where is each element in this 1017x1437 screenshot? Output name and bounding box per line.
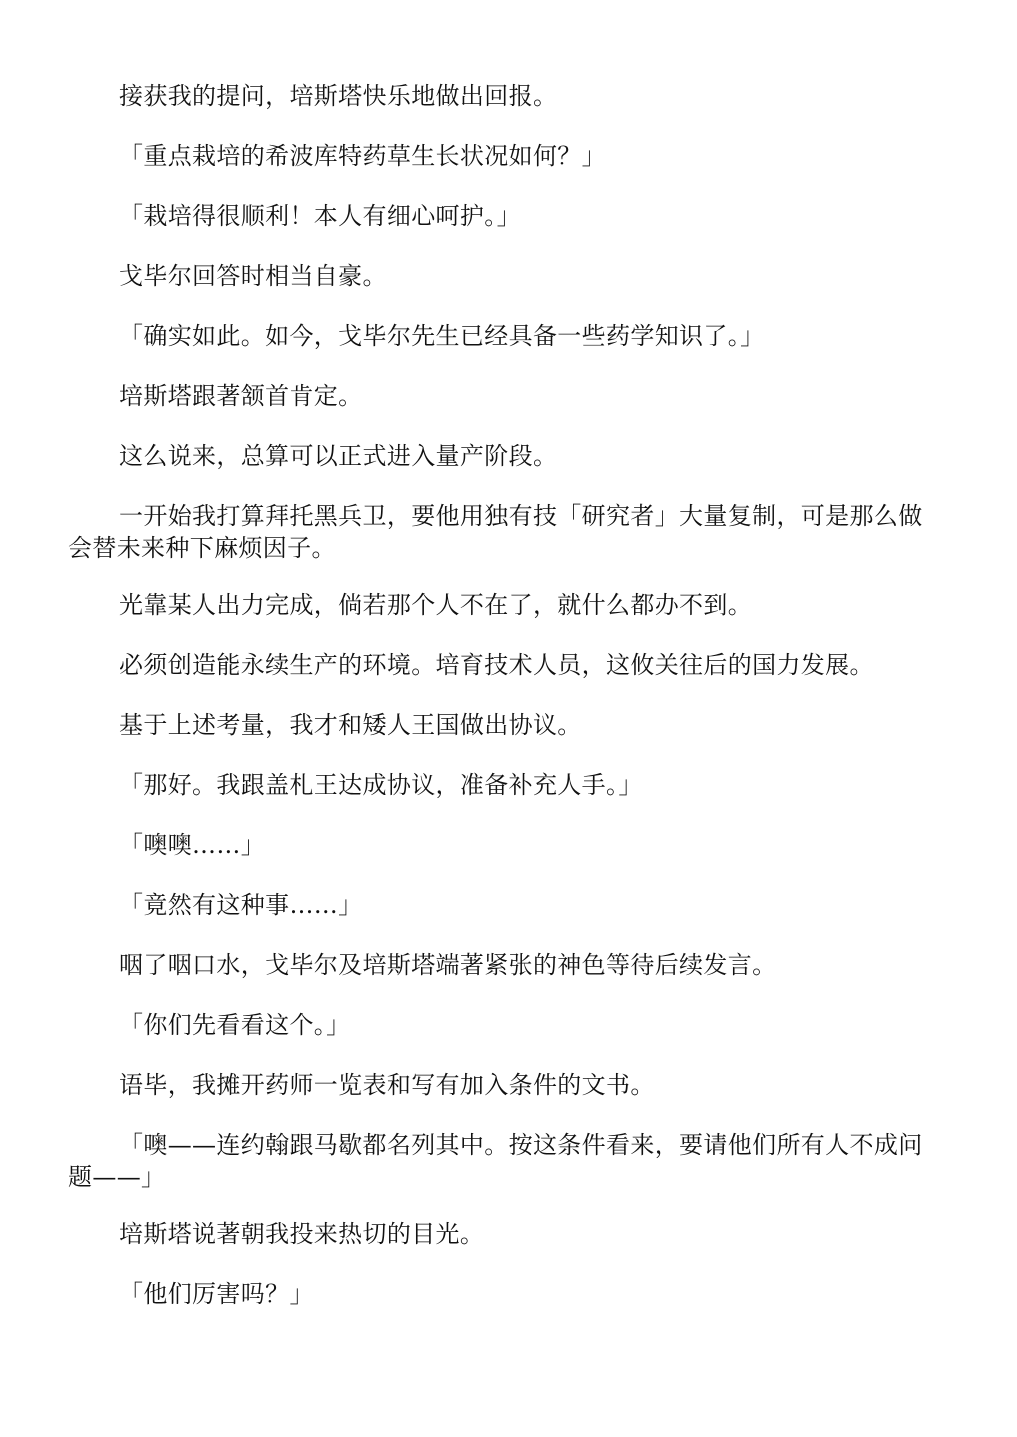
paragraph: 「确实如此。如今，戈毕尔先生已经具备一些药学知识了。」 [119, 322, 765, 350]
paragraph: 「他们厉害吗？」 [119, 1280, 314, 1308]
paragraph: 必须创造能永续生产的环境。培育技术人员，这攸关往后的国力发展。 [119, 651, 874, 679]
paragraph: 「重点栽培的希波库特药草生长状况如何？」 [119, 142, 606, 170]
paragraph: 咽了咽口水，戈毕尔及培斯塔端著紧张的神色等待后续发言。 [119, 951, 777, 979]
paragraph: 培斯塔说著朝我投来热切的目光。 [119, 1220, 485, 1248]
paragraph: 语毕，我摊开药师一览表和写有加入条件的文书。 [119, 1071, 655, 1099]
paragraph: 「你们先看看这个。」 [119, 1011, 351, 1039]
paragraph: 「竟然有这种事……」 [119, 891, 363, 919]
paragraph: 这么说来，总算可以正式进入量产阶段。 [119, 442, 558, 470]
paragraph: 戈毕尔回答时相当自豪。 [119, 262, 387, 290]
paragraph: 光靠某人出力完成，倘若那个人不在了，就什么都办不到。 [119, 591, 753, 619]
paragraph: 「那好。我跟盖札王达成协议，准备补充人手。」 [119, 771, 643, 799]
paragraph: 基于上述考量，我才和矮人王国做出协议。 [119, 711, 582, 739]
paragraph: 接获我的提问，培斯塔快乐地做出回报。 [119, 82, 558, 110]
paragraph: 一开始我打算拜托黑兵卫，要他用独有技「研究者」大量复制，可是那么做会替未来种下麻烦因子。 [68, 502, 923, 562]
paragraph: 培斯塔跟著颔首肯定。 [119, 382, 363, 410]
paragraph: 「栽培得很顺利！本人有细心呵护。」 [119, 202, 521, 230]
paragraph: 「噢噢……」 [119, 831, 266, 859]
paragraph: 「噢——连约翰跟马歇都名列其中。按这条件看来，要请他们所有人不成问题——」 [68, 1131, 923, 1191]
